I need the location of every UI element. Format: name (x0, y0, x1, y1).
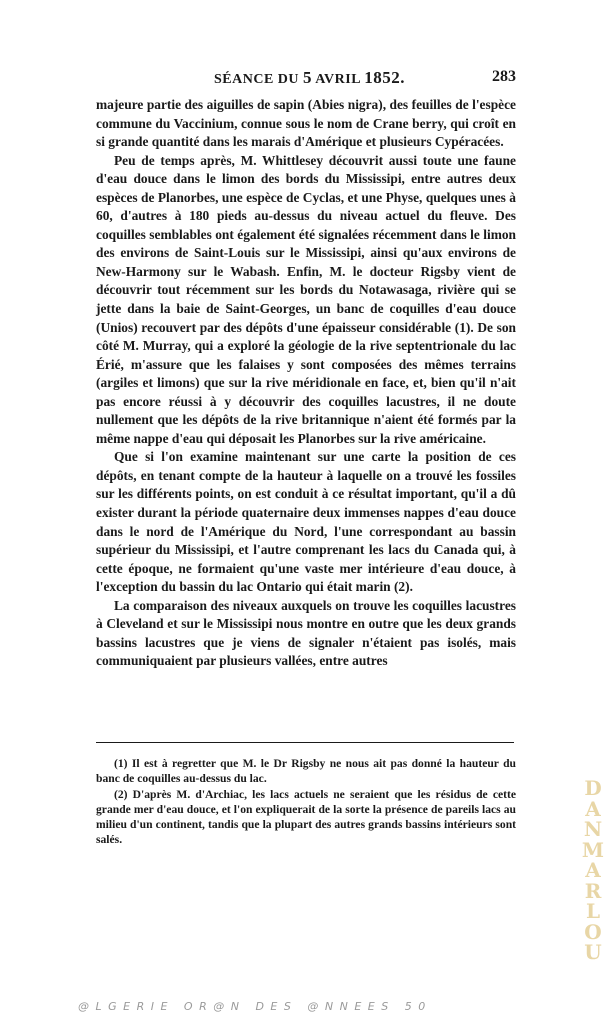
body-text (96, 96, 516, 671)
watermark-letter: O (584, 919, 602, 944)
watermark-letter: N (583, 817, 603, 841)
watermark-letter: A (585, 796, 601, 821)
watermark-letter: L (585, 899, 601, 923)
paragraph-continued: majeure partie des aiguilles de sapin (Abies nigra), des feuilles de l'espèce commune du Vaccinium, connue sous le nom de Crane berry, qui croît en si grande quantité dans les marais d'Amérique et plusieurs Cypéracées. (96, 97, 516, 150)
vertical-watermark (578, 778, 608, 978)
paragraph-comparison: La comparaison des niveaux auxquels on trouve les coquilles lacustres à Cleveland et sur le Mississipi nous montre en outre que les deux grands bassins lacustres que je viens de signaler n'étaient pas isolés, mais communiquaient par plusieurs vallées, entre autres (96, 597, 516, 669)
header-title: SÉANCE DU 5 AVRIL 1852. (214, 68, 406, 87)
watermark-letter: D (584, 776, 602, 800)
footer-watermark: @LGERIE OR@N DES @NNEES 50 (78, 1000, 432, 1013)
watermark-letter: A (585, 858, 601, 882)
watermark-letter: R (584, 878, 602, 903)
watermark-letter: U (584, 940, 602, 964)
footnote-divider (96, 742, 514, 743)
paragraph-deposits: Que si l'on examine maintenant sur une carte la position de ces dépôts, en tenant compte de la hauteur à laquelle on a trouvé les fossiles sur les différents points, on est conduit à ce résultat important, qu'il a dû exister durant la période quaternaire deux immenses nappes d'eau douce dans le nord de l'Amérique du Nord, l'une correspondant au bassin supérieur du Mississipi, et l'autre comprenant les lacs du Canada qui, à cette époque, ne formaient qu'une vaste mer intérieure d'eau douce, à l'exception du bassin du lac Ontario qui était marin (2). (96, 449, 516, 595)
watermark-letter: M (581, 837, 605, 862)
paragraph-whittlesey: Peu de temps après, M. Whittlesey découvrit aussi toute une faune d'eau douce dans le limon des bords du Mississipi, entre autres deux espèces de Planorbes, une espèce de Cyclas, et une Physe, quelques unes à 60, d'autres à 180 pieds au-dessus du niveau actuel du fleuve. Des coquilles semblables ont également été signalées récemment dans le limon des environs de Saint-Louis sur le Mississipi, ainsi qu'aux environs de New-Harmony sur le Wabash. Enfin, M. le docteur Rigsby vient de découvrir tout récemment sur les bords du Notawasaga, rivière qui se jette dans la baie de Saint-Georges, un banc de coquilles d'eau douce (Unios) recouvert par des dépôts d'une épaisseur considérable (1). De son côté M. Murray, qui a exploré la géologie de la rive septentrionale du lac Érié, m'assure que les falaises y sont composées des mêmes terrains (argiles et limons) que sur la rive méridionale en face, et, bien qu'il n'ait pas encore réussi à y découvrir des coquilles lacustres, il ne doute nullement que les dépôts de la rive britannique n'aient été formés par la même nappe d'eau qui déposait les Planorbes sur la rive américaine. (96, 152, 516, 446)
running-header (96, 68, 516, 90)
footnote-2: (2) D'après M. d'Archiac, les lacs actuels ne seraient que les résidus de cette grande mer d'eau douce, et l'on expliquerait de la sorte la présence de pareils lacs au milieu d'un continent, tandis que la plupart des autres grands bassins intérieurs sont salés. (96, 787, 516, 847)
page-number: 283 (492, 68, 516, 85)
footnotes (96, 756, 516, 848)
footnote-1: (1) Il est à regretter que M. le Dr Rigsby ne nous ait pas donné la hauteur du banc de coquilles au-dessus du lac. (96, 757, 516, 786)
